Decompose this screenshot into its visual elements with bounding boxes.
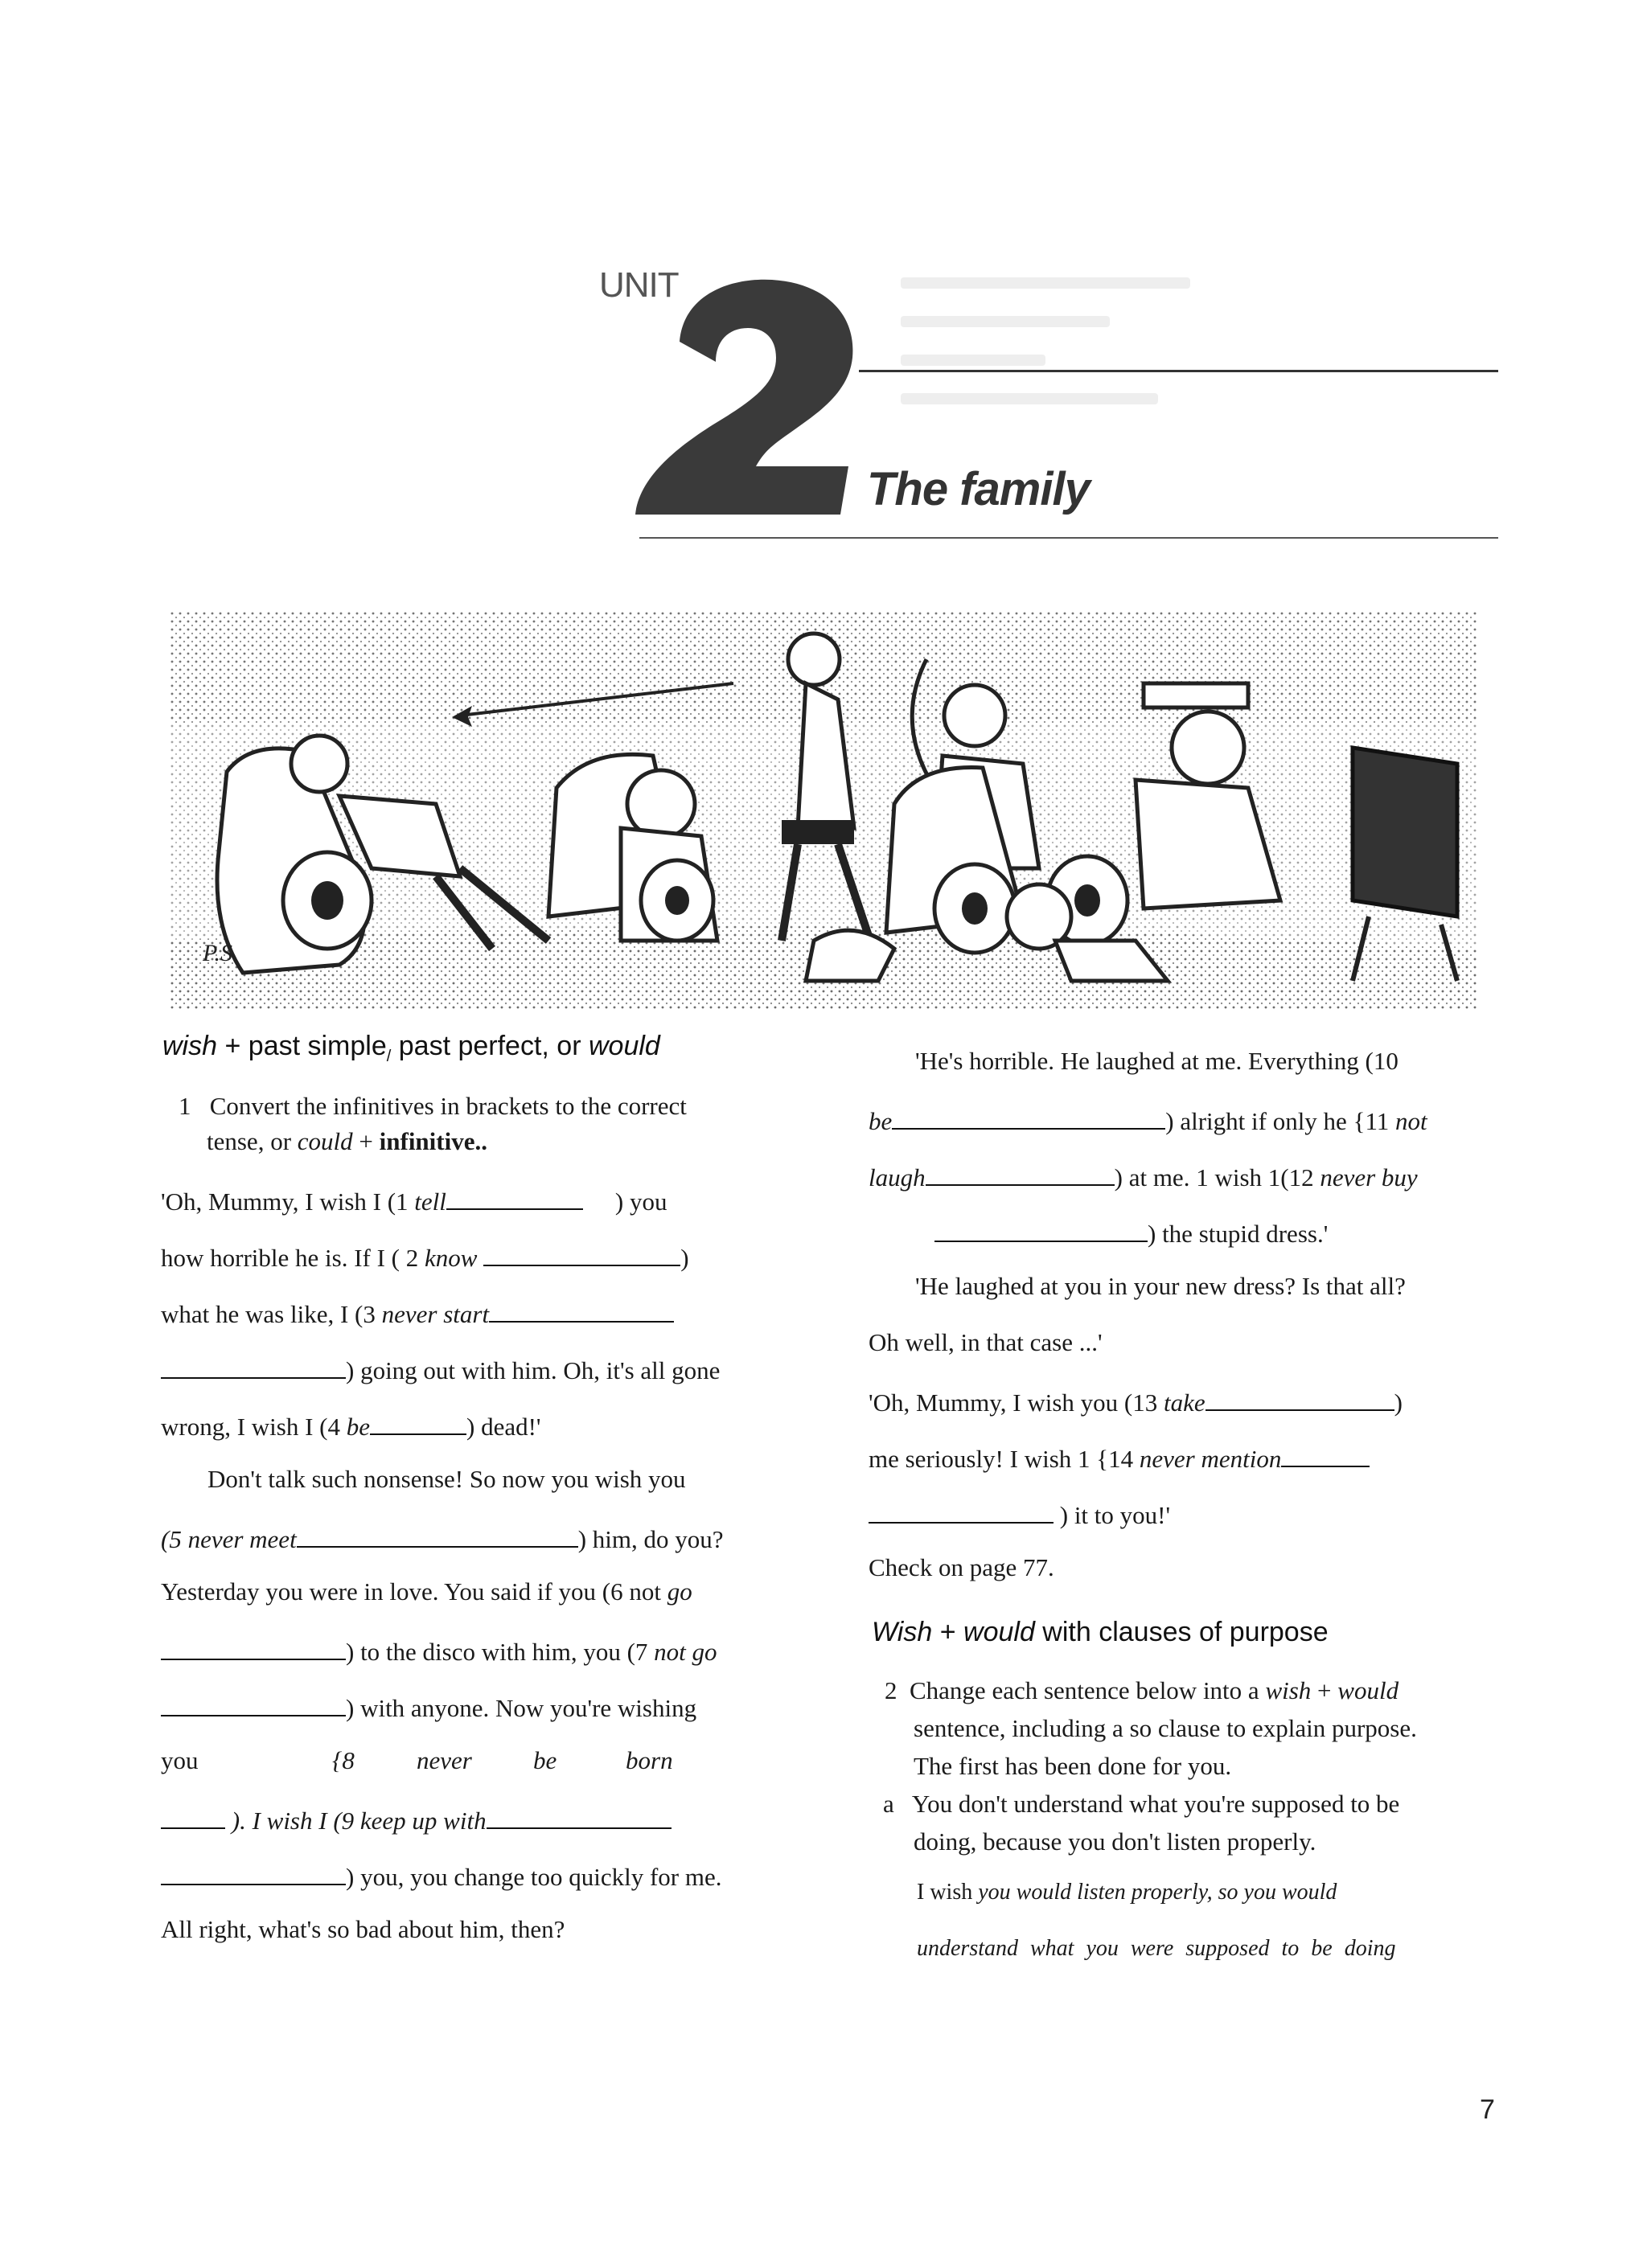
answer-blank-13[interactable] — [1205, 1384, 1394, 1411]
section-heading-wish-past: wish + past simple$_/$ past perfect, or would — [162, 1031, 660, 1065]
answer-blank-5[interactable] — [297, 1521, 578, 1548]
dialogue-line: ) to the disco with him, you (7 not go — [161, 1634, 717, 1667]
unit-number — [635, 273, 877, 515]
answer-blank-12[interactable] — [934, 1216, 1148, 1242]
worked-example: I wish you would listen properly, so you would — [917, 1880, 1337, 1905]
dialogue-line: what he was like, I (3 never start — [161, 1296, 674, 1329]
answer-blank-9[interactable] — [487, 1803, 672, 1829]
exercise-number: 1 — [179, 1092, 191, 1120]
exercise-2-instruction: The first has been done for you. — [914, 1752, 1232, 1780]
answer-blank-7[interactable] — [161, 1690, 346, 1716]
family-cartoon-illustration — [170, 563, 1477, 1009]
exercise-1-instruction: tense, or could + infinitive.. — [207, 1127, 487, 1155]
answer-blank-14-cont[interactable] — [869, 1497, 1054, 1524]
dialogue-line: Yesterday you were in love. You said if you (6 not go — [161, 1577, 692, 1606]
dialogue-line: 'Oh, Mummy, I wish you (13 take ) — [869, 1384, 1403, 1417]
dialogue-line: 'Oh, Mummy, I wish I (1 tell ) you — [161, 1183, 667, 1216]
unit-title: The family — [867, 463, 1090, 515]
dialogue-line: me seriously! I wish 1 {14 never mention — [869, 1441, 1370, 1474]
dialogue-line: 'He laughed at you in your new dress? Is that all? — [915, 1272, 1406, 1300]
check-reference: Check on page 77. — [869, 1553, 1054, 1581]
dialogue-line: laugh ) at me. 1 wish 1(12 never buy — [869, 1159, 1418, 1192]
dialogue-line: ) you, you change too quickly for me. — [161, 1859, 721, 1892]
answer-blank-3-cont[interactable] — [161, 1352, 346, 1379]
dialogue-line: ) going out with him. Oh, it's all gone — [161, 1352, 720, 1385]
illustrator-signature: P.S. — [203, 940, 239, 966]
answer-blank-10[interactable] — [892, 1103, 1165, 1130]
page-number: 7 — [1480, 2094, 1495, 2125]
dialogue-line: how horrible he is. If I ( 2 know ) — [161, 1240, 689, 1273]
dialogue-line: (5 never meet ) him, do you? — [161, 1521, 724, 1554]
dialogue-line: ) it to you!' — [869, 1497, 1170, 1530]
exercise-1-instruction: 1 Convert the infinitives in brackets to the correct — [179, 1092, 687, 1120]
dialogue-line: Oh well, in that case ...' — [869, 1328, 1103, 1356]
answer-blank-6[interactable] — [161, 1634, 346, 1660]
dialogue-line: you {8 never be born — [161, 1746, 673, 1774]
exercise-2-instruction: sentence, including a so clause to explain purpose. — [914, 1714, 1417, 1742]
dialogue-line: be ) alright if only he {11 not — [869, 1103, 1427, 1136]
answer-blank-2[interactable] — [483, 1240, 680, 1266]
dialogue-line: ) the stupid dress.' — [934, 1216, 1328, 1249]
exercise-item-a: doing, because you don't listen properly. — [914, 1827, 1316, 1856]
answer-blank-3[interactable] — [489, 1296, 674, 1323]
answer-blank-9-cont[interactable] — [161, 1859, 346, 1885]
answer-blank-8[interactable] — [161, 1803, 225, 1829]
unit-number-graphic — [635, 273, 877, 515]
exercise-2-instruction: 2 Change each sentence below into a wish + would — [885, 1676, 1399, 1704]
faded-show-through-text — [901, 277, 1238, 438]
header-rule — [859, 370, 1498, 372]
answer-blank-14[interactable] — [1281, 1441, 1370, 1467]
unit-label: UNIT — [599, 265, 679, 305]
cartoon-drawing — [170, 563, 1477, 1009]
dialogue-line: wrong, I wish I (4 be ) dead!' — [161, 1409, 541, 1442]
dialogue-line: ) with anyone. Now you're wishing — [161, 1690, 696, 1723]
answer-blank-1[interactable] — [446, 1183, 583, 1210]
dialogue-line: Don't talk such nonsense! So now you wish you — [207, 1465, 686, 1493]
dialogue-line: ). I wish I (9 keep up with — [161, 1803, 672, 1835]
header-rule — [639, 537, 1498, 539]
exercise-item-a: a You don't understand what you're supposed to be — [883, 1790, 1400, 1818]
dialogue-line: 'He's horrible. He laughed at me. Everything (10 — [915, 1047, 1399, 1075]
exercise-number: 2 — [885, 1676, 897, 1704]
answer-blank-11[interactable] — [926, 1159, 1115, 1186]
answer-blank-4[interactable] — [370, 1409, 466, 1435]
dialogue-line: All right, what's so bad about him, then? — [161, 1915, 565, 1943]
section-heading-wish-would: Wish + would with clauses of purpose — [872, 1617, 1329, 1647]
worked-example: understand what you were supposed to be doing — [917, 1936, 1396, 1961]
